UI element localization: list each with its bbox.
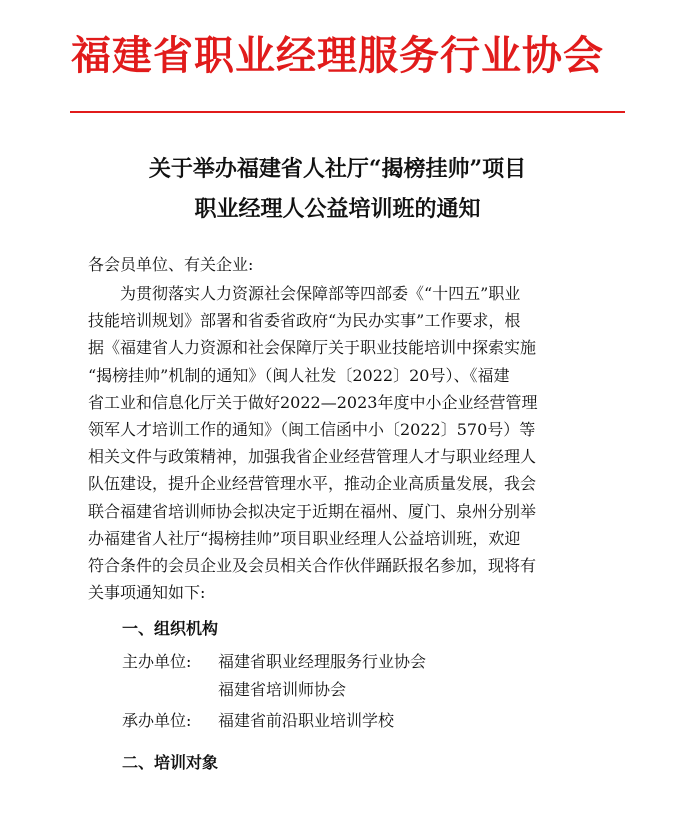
organizer-row [122, 707, 394, 735]
host-value: 福建省职业经理服务行业协会 [218, 652, 427, 671]
host-row [122, 648, 426, 676]
organizer-label: 承办单位: [122, 711, 192, 730]
section-heading-organization: 一、组织机构 [122, 619, 219, 638]
paragraph-line: 办福建省人社厅“揭榜挂帅”项目职业经理人公益培训班，欢迎 [88, 528, 521, 548]
host-row-secondary [218, 676, 346, 704]
header-divider [70, 111, 625, 113]
document-title-line-2: 职业经理人公益培训班的通知 [194, 196, 481, 222]
paragraph-line: 据《福建省人力资源和社会保障厅关于职业技能培训中探索实施 [88, 338, 537, 358]
paragraph-line: 为贯彻落实人力资源社会保障部等四部委《“十四五”职业 [120, 284, 521, 303]
paragraph-line: 省工业和信息化厅关于做好2022—2023年度中小企业经营管理 [88, 392, 538, 412]
paragraph-line: 联合福建省培训师协会拟决定于近期在福州、厦门、泉州分别举 [88, 501, 537, 521]
paragraph-line: 相关文件与政策精神，加强我省企业经营管理人才与职业经理人 [88, 447, 537, 467]
paragraph-line: 领军人才培训工作的通知》（闽工信函中小〔2022〕570号）等 [88, 419, 536, 439]
body-paragraph [88, 280, 608, 606]
organization-header: 福建省职业经理服务行业协会 [71, 33, 604, 79]
host-value-secondary: 福建省培训师协会 [218, 680, 347, 699]
salutation: 各会员单位、有关企业: [88, 255, 254, 274]
organizer-value: 福建省前沿职业培训学校 [218, 711, 395, 730]
paragraph-line: 符合条件的会员企业及会员相关合作伙伴踊跃报名参加，现将有 [88, 555, 537, 575]
host-label: 主办单位: [122, 652, 192, 671]
paragraph-line: 技能培训规划》部署和省委省政府“为民办实事”工作要求，根 [88, 311, 521, 331]
paragraph-line: 关事项通知如下: [88, 583, 206, 603]
document-title-line-1: 关于举办福建省人社厅“揭榜挂帅”项目 [148, 156, 527, 182]
paragraph-line: “揭榜挂帅”机制的通知》（闽人社发〔2022〕20号）、《福建 [88, 365, 510, 385]
paragraph-line: 队伍建设，提升企业经营管理水平，推动企业高质量发展，我会 [88, 474, 537, 494]
section-heading-trainees: 二、培训对象 [122, 753, 219, 772]
